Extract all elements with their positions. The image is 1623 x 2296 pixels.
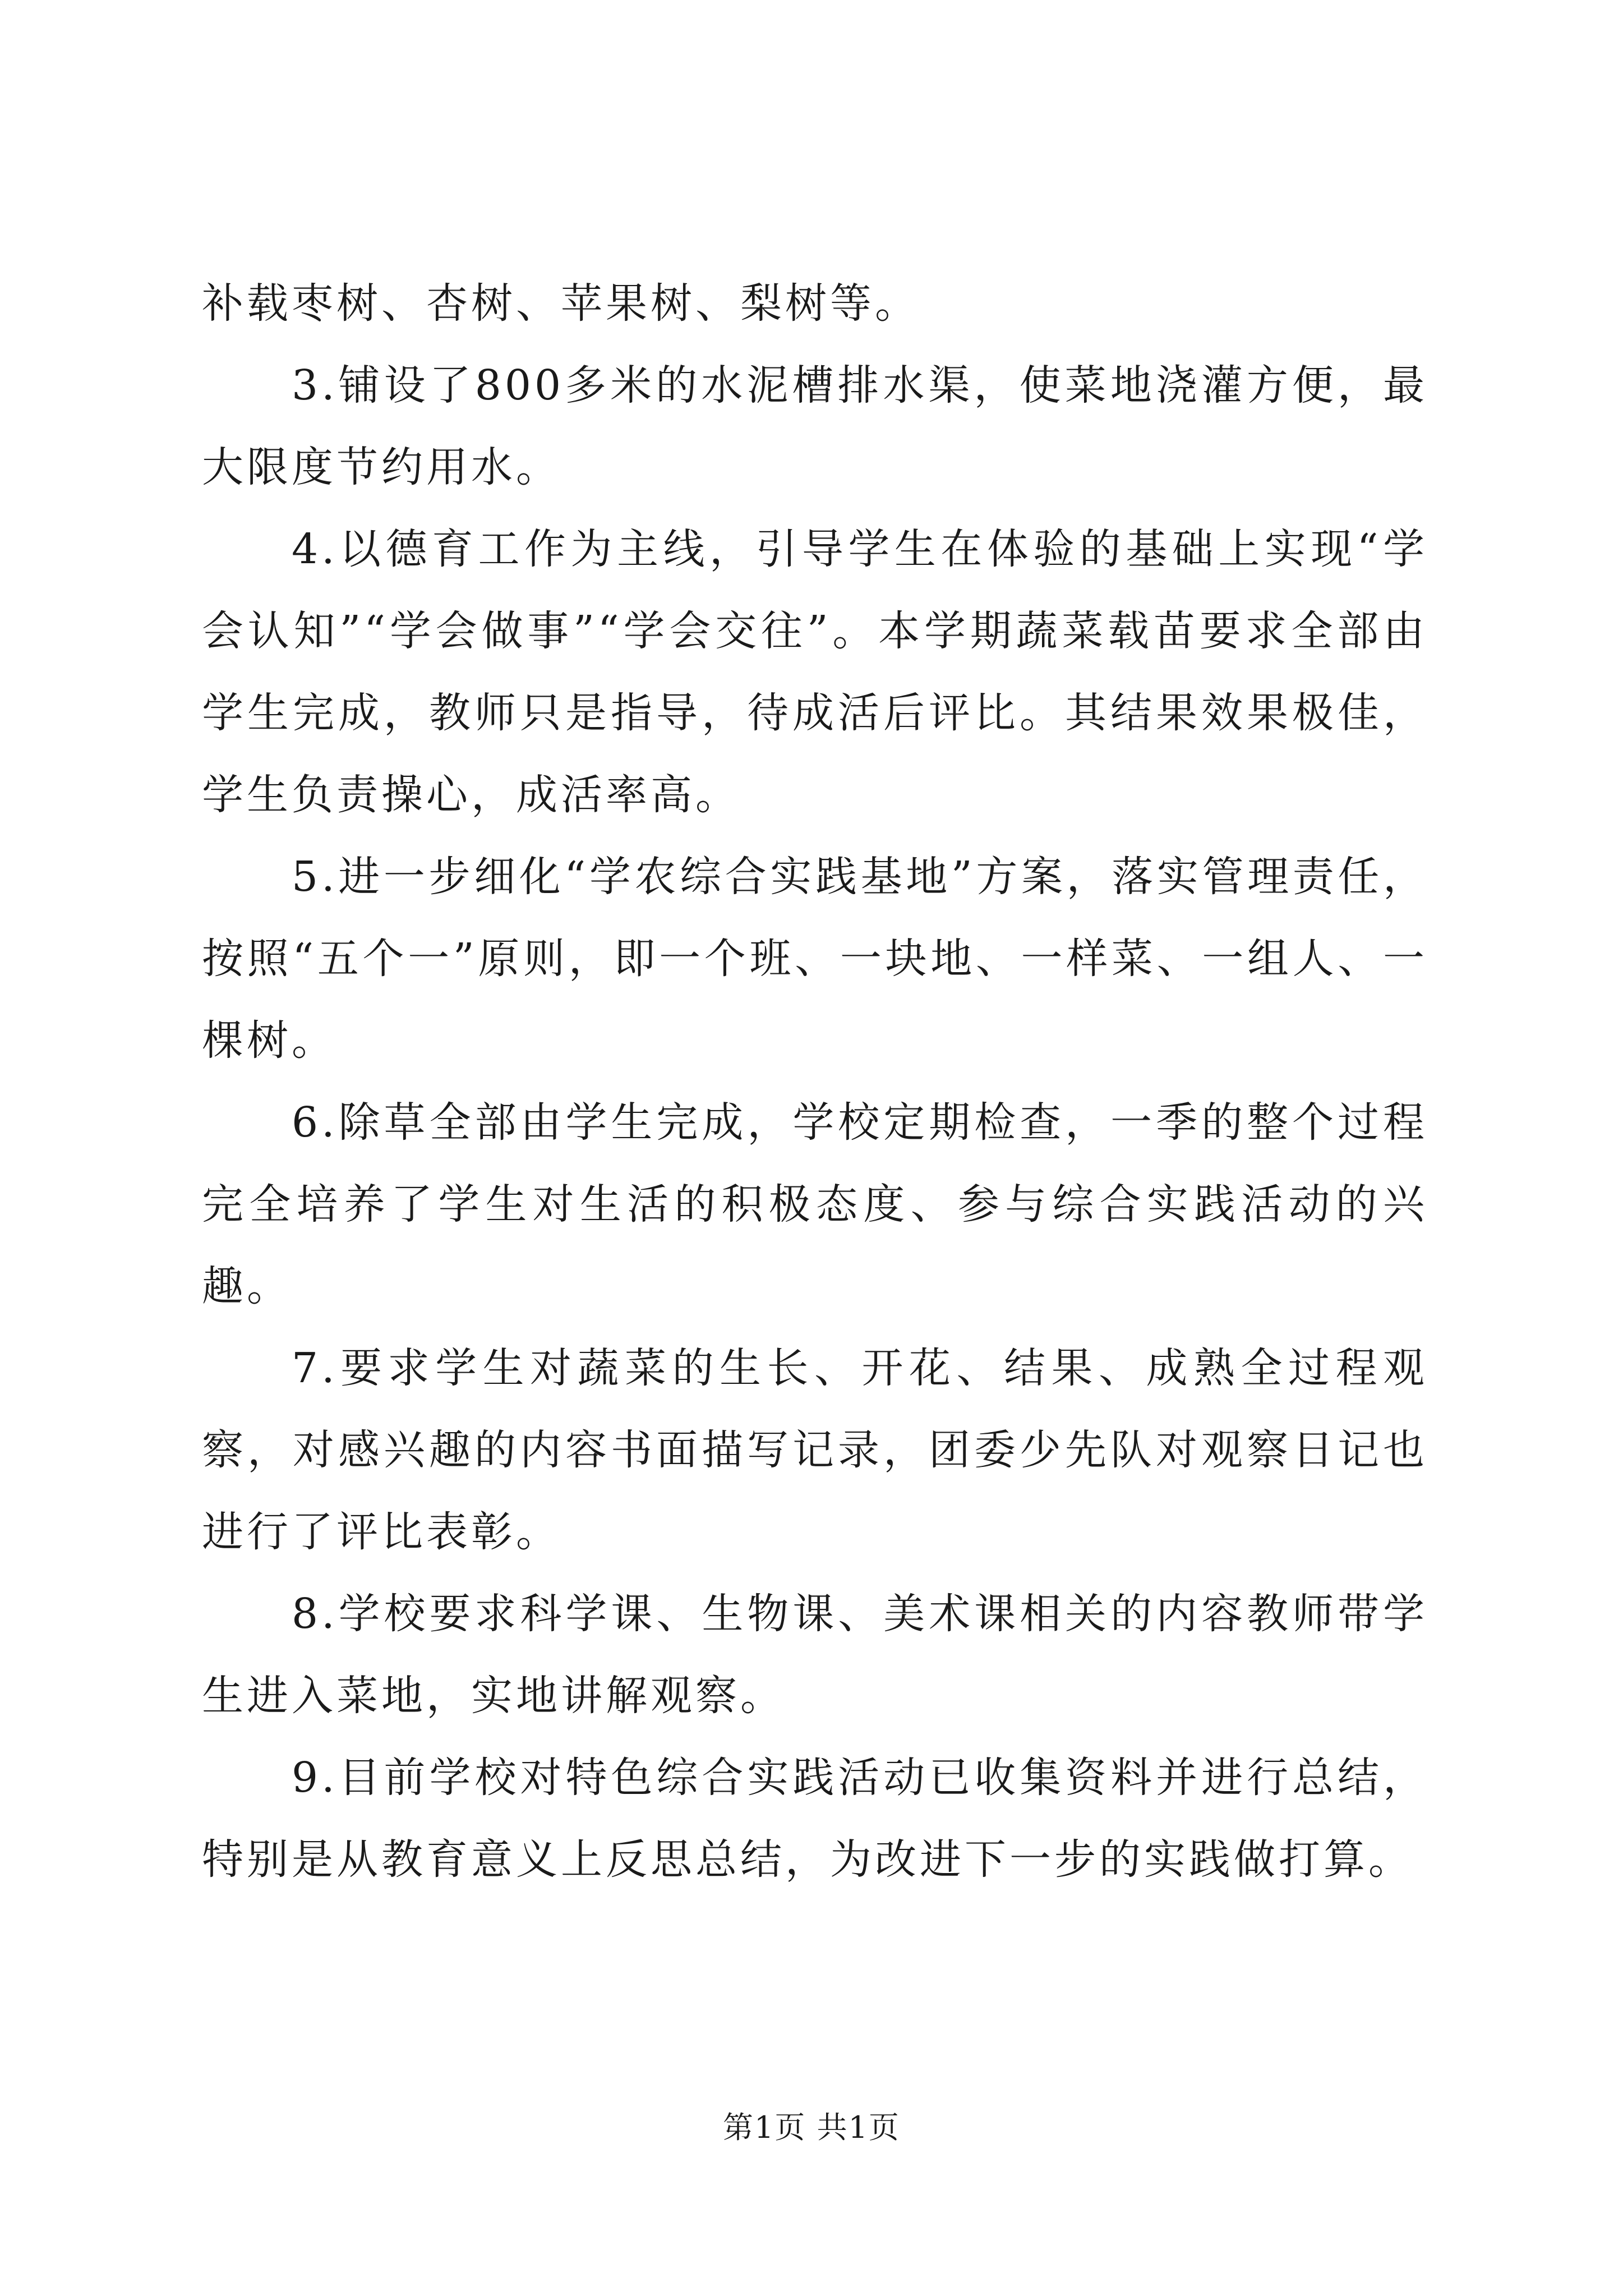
paragraph-1: 3.铺设了800多米的水泥槽排水渠，使菜地浇灌方便，最大限度节约用水。 [202,361,1428,491]
paragraph-3: 5.进一步细化“学农综合实践基地”方案，落实管理责任，按照“五个一”原则，即一个班、一块地、一样菜、一组人、一棵树。 [202,853,1428,1065]
paragraph-4: 6.除草全部由学生完成，学校定期检查，一季的整个过程完全培养了学生对生活的积极态度、参与综合实践活动的兴趣。 [202,1098,1428,1310]
paragraph-6: 8.学校要求科学课、生物课、美术课相关的内容教师带学生进入菜地，实地讲解观察。 [202,1590,1428,1720]
paragraph-2: 4.以德育工作为主线，引导学生在体验的基础上实现“学会认知”“学会做事”“学会交往”。本学期蔬菜载苗要求全部由学生完成，教师只是指导，待成活后评比。其结果效果极佳，学生负责操心，成活率高。 [202,525,1428,819]
page-footer: 第1页 共1页 [723,2110,900,2145]
paragraph-7: 9.目前学校对特色综合实践活动已收集资料并进行总结，特别是从教育意义上反思总结，为改进下一步的实践做打算。 [202,1754,1428,1884]
paragraph-5: 7.要求学生对蔬菜的生长、开花、结果、成熟全过程观察，对感兴趣的内容书面描写记录，团委少先队对观察日记也进行了评比表彰。 [202,1344,1428,1556]
paragraph-0: 补载枣树、杏树、苹果树、梨树等。 [202,279,920,328]
body-text [202,263,1428,1901]
